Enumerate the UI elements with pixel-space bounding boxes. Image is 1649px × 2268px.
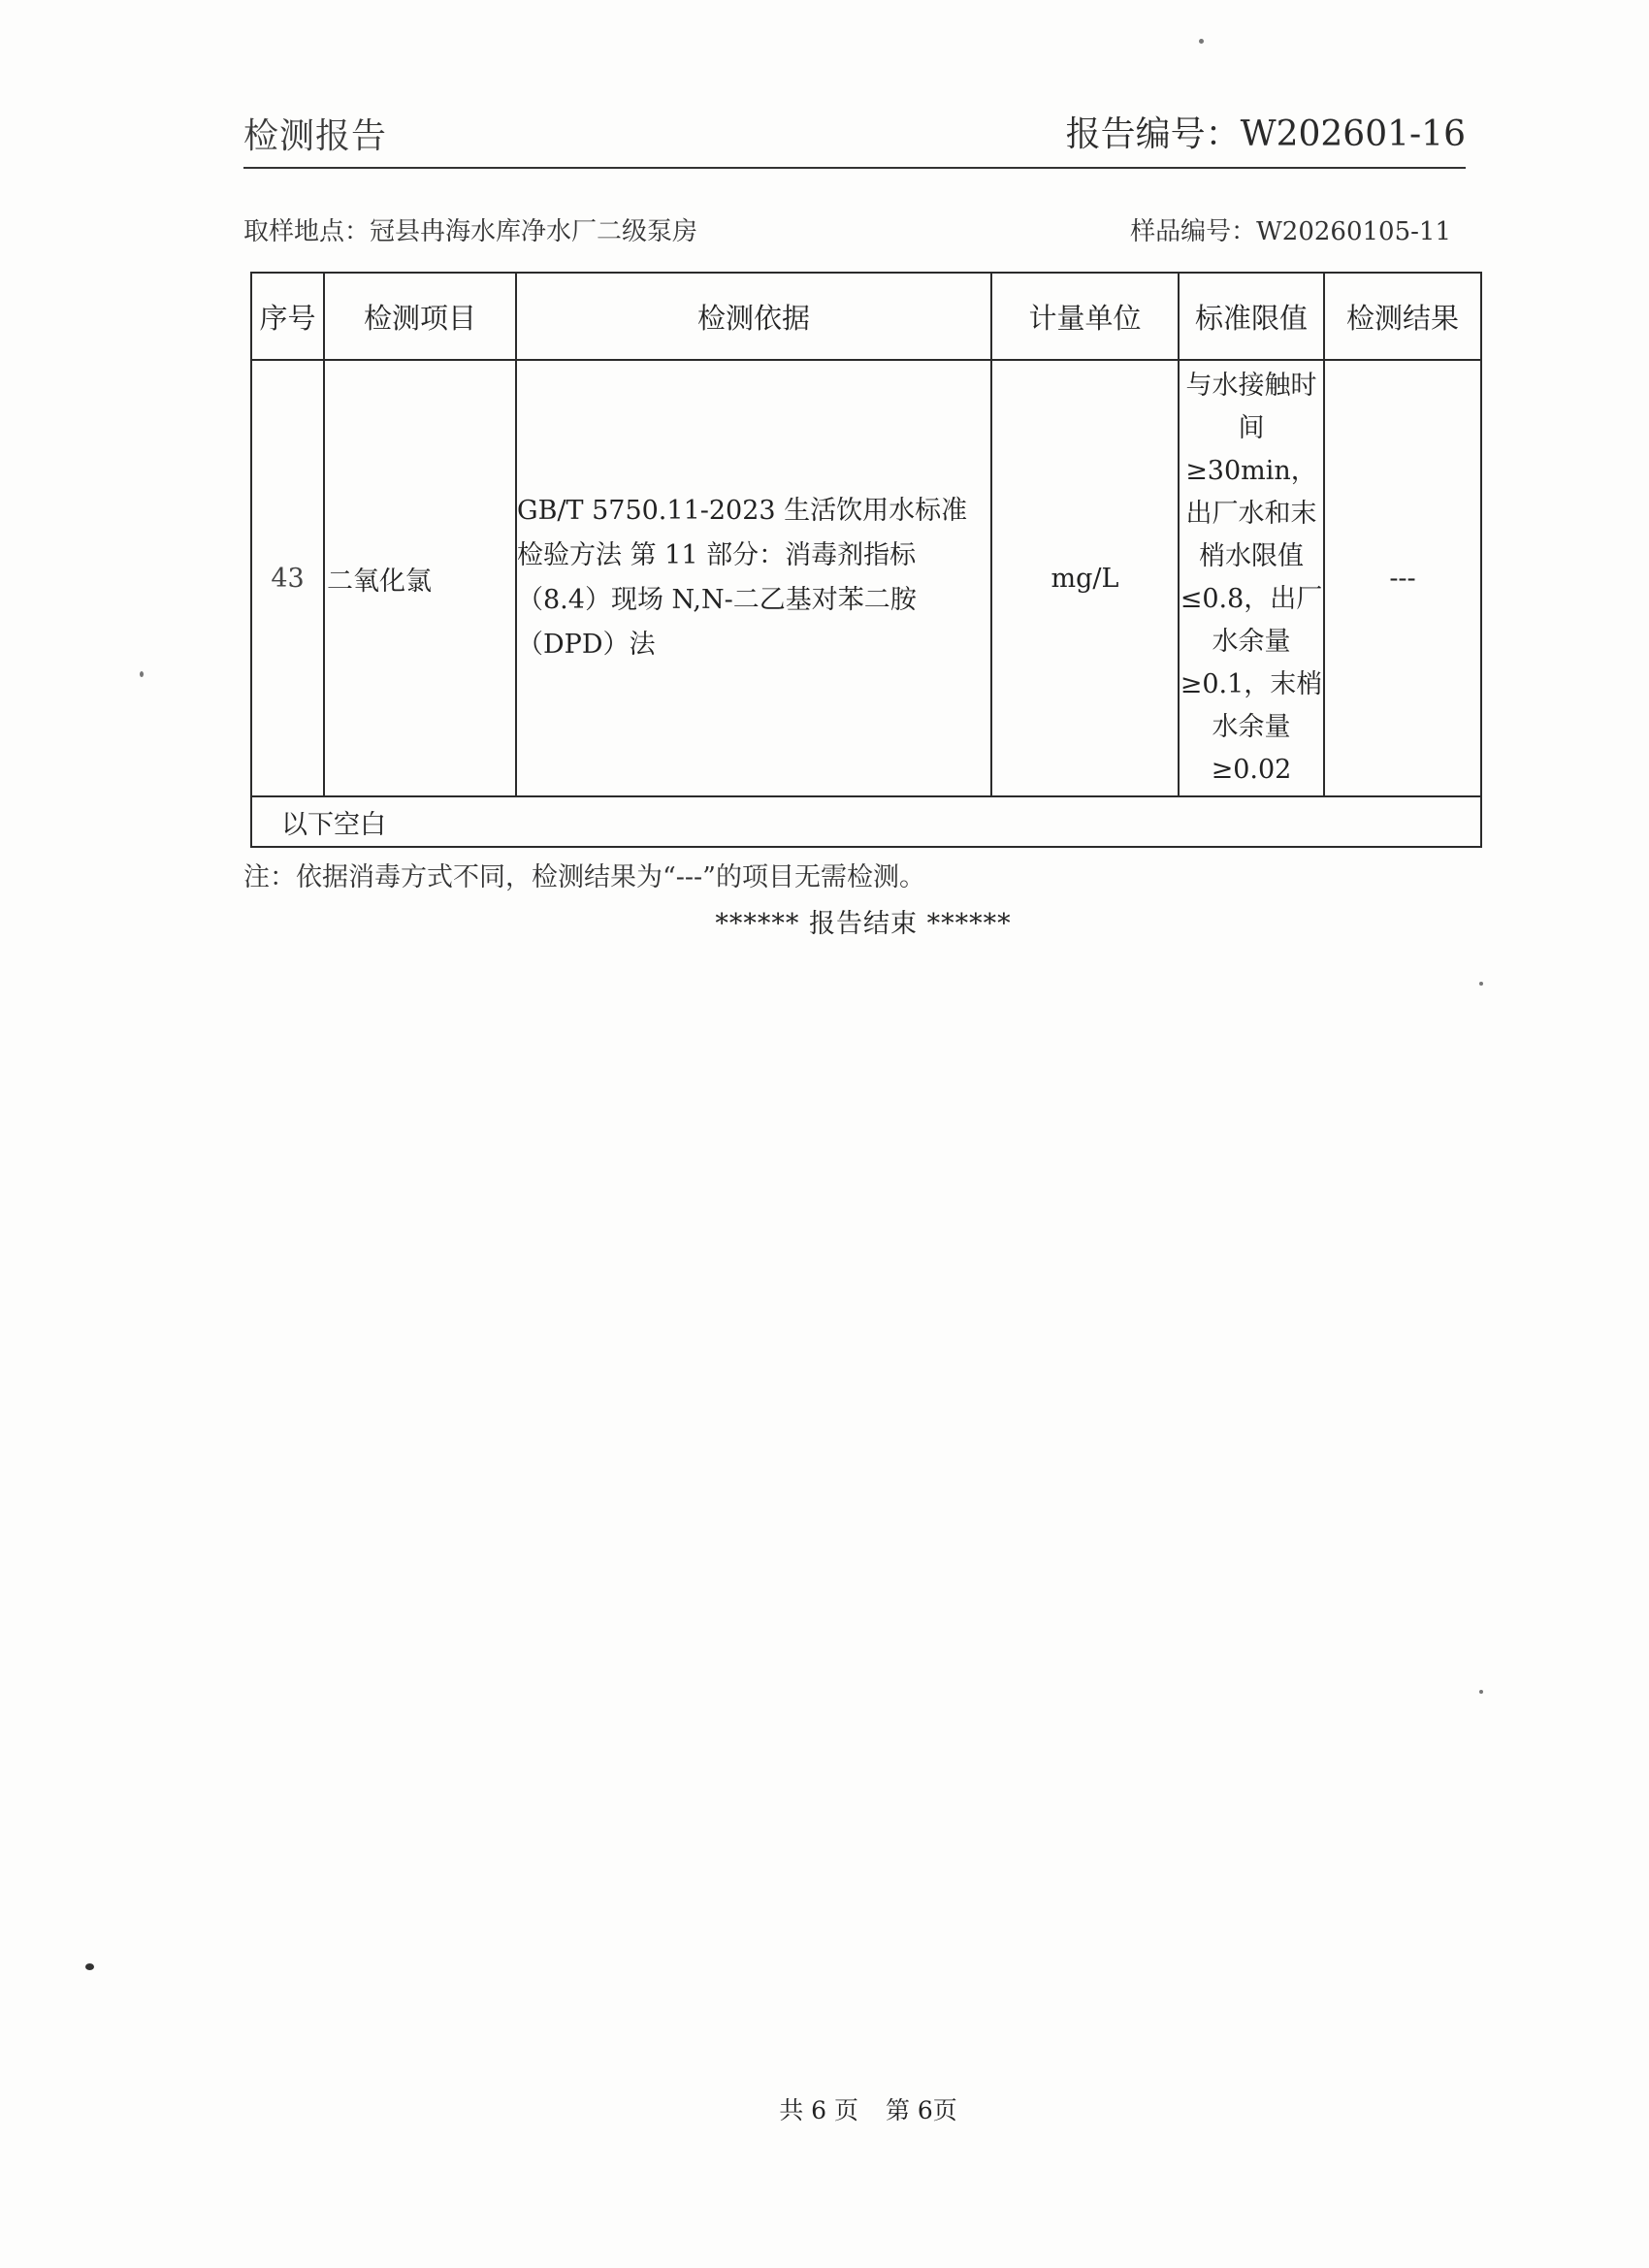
current-page: 第 6页 [885,2096,957,2124]
scan-speck [1479,982,1483,986]
col-header-result: 检测结果 [1324,273,1481,360]
scan-speck [1479,1690,1483,1694]
cell-item: 二氧化氯 [324,360,516,796]
report-header [243,101,1466,169]
report-title: 检测报告 [243,116,388,156]
cell-unit: mg/L [991,360,1179,796]
sample-info [243,211,1451,250]
col-header-item: 检测项目 [324,273,516,360]
results-table [250,272,1482,848]
cell-basis: GB/T 5750.11-2023 生活饮用水标准检验方法 第 11 部分：消毒剂指标（8.4）现场 N,N-二乙基对苯二胺（DPD）法 [516,360,991,796]
report-number: 报告编号：W202601-16 [1065,114,1466,154]
sample-number: 样品编号：W20260105-11 [1130,217,1451,246]
cell-result: --- [1324,360,1481,796]
col-header-basis: 检测依据 [516,273,991,360]
scan-speck [85,1963,94,1970]
table-row [251,360,1481,796]
table-header-row [251,273,1481,360]
blank-note: 以下空白 [251,796,1481,847]
col-header-unit: 计量单位 [991,273,1179,360]
scan-speck [140,671,144,677]
report-end-mark: ****** 报告结束 ****** [715,909,1012,939]
header-divider [243,167,1466,169]
scan-speck [1199,39,1204,44]
total-pages: 共 6 页 [779,2096,858,2124]
col-header-seq: 序号 [251,273,324,360]
footnote: 注：依据消毒方式不同，检测结果为“---”的项目无需检测。 [243,862,925,892]
col-header-limit: 标准限值 [1179,273,1324,360]
page-footer [0,2091,1649,2126]
sampling-location: 取样地点：冠县冉海水库净水厂二级泵房 [243,217,698,246]
blank-row [251,796,1481,847]
cell-seq: 43 [251,360,324,796]
cell-limit: 与水接触时间≥30min，出厂水和末梢水限值≤0.8，出厂水余量≥0.1，末梢水余量≥0.02 [1179,360,1324,796]
